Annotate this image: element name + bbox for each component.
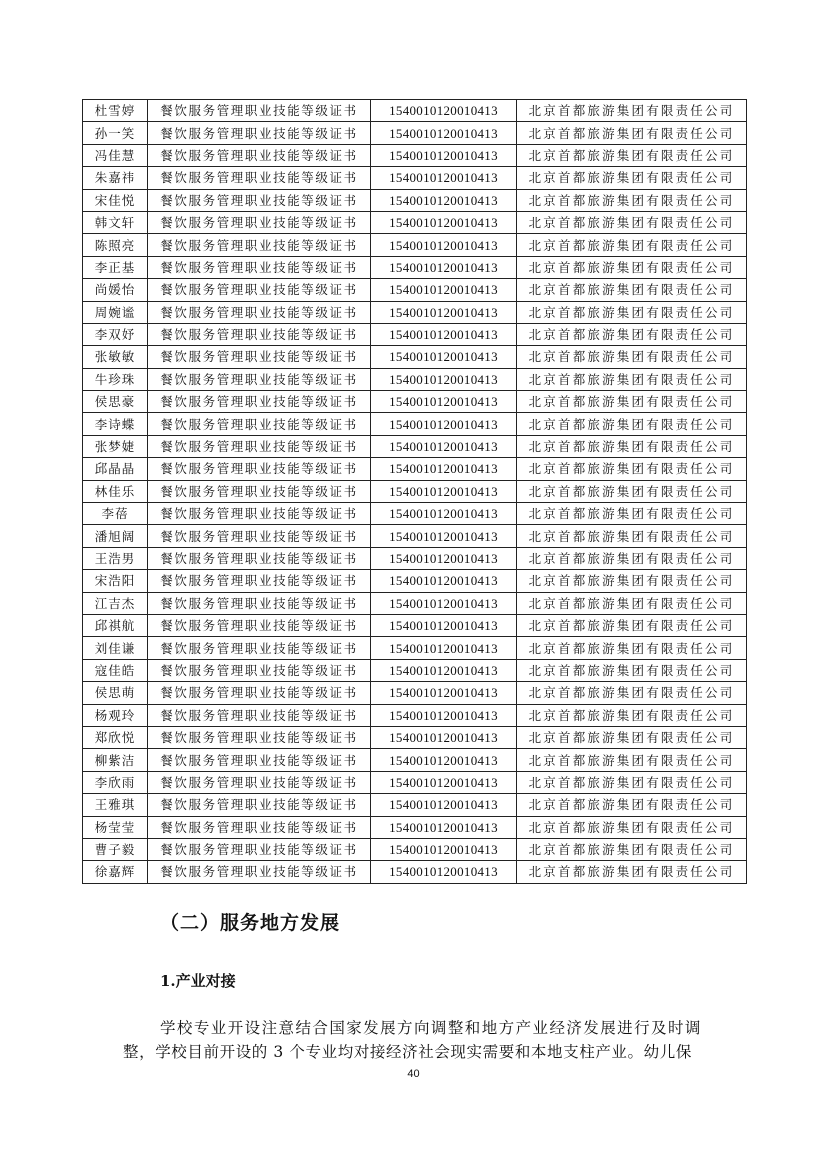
organization-cell: 北京首都旅游集团有限责任公司 bbox=[517, 614, 747, 636]
certificate-cell: 餐饮服务管理职业技能等级证书 bbox=[148, 167, 371, 189]
certificate-cell: 餐饮服务管理职业技能等级证书 bbox=[148, 816, 371, 838]
code-cell: 1540010120010413 bbox=[371, 301, 517, 323]
certificate-cell: 餐饮服务管理职业技能等级证书 bbox=[148, 234, 371, 256]
code-cell: 1540010120010413 bbox=[371, 100, 517, 122]
code-cell: 1540010120010413 bbox=[371, 726, 517, 748]
certificate-cell: 餐饮服务管理职业技能等级证书 bbox=[148, 704, 371, 726]
organization-cell: 北京首都旅游集团有限责任公司 bbox=[517, 838, 747, 860]
organization-cell: 北京首都旅游集团有限责任公司 bbox=[517, 503, 747, 525]
name-cell: 杨观玲 bbox=[83, 704, 148, 726]
name-cell: 李诗蝶 bbox=[83, 413, 148, 435]
certificate-cell: 餐饮服务管理职业技能等级证书 bbox=[148, 682, 371, 704]
code-cell: 1540010120010413 bbox=[371, 547, 517, 569]
table-row bbox=[83, 816, 747, 838]
certificate-cell: 餐饮服务管理职业技能等级证书 bbox=[148, 861, 371, 883]
code-cell: 1540010120010413 bbox=[371, 167, 517, 189]
certificate-cell: 餐饮服务管理职业技能等级证书 bbox=[148, 413, 371, 435]
code-cell: 1540010120010413 bbox=[371, 861, 517, 883]
table-row bbox=[83, 211, 747, 233]
name-cell: 牛珍珠 bbox=[83, 368, 148, 390]
code-cell: 1540010120010413 bbox=[371, 391, 517, 413]
certificate-cell: 餐饮服务管理职业技能等级证书 bbox=[148, 749, 371, 771]
name-cell: 杜雪婷 bbox=[83, 100, 148, 122]
code-cell: 1540010120010413 bbox=[371, 749, 517, 771]
name-cell: 郑欣悦 bbox=[83, 726, 148, 748]
name-cell: 寇佳皓 bbox=[83, 659, 148, 681]
certificate-cell: 餐饮服务管理职业技能等级证书 bbox=[148, 592, 371, 614]
code-cell: 1540010120010413 bbox=[371, 816, 517, 838]
code-cell: 1540010120010413 bbox=[371, 659, 517, 681]
organization-cell: 北京首都旅游集团有限责任公司 bbox=[517, 301, 747, 323]
table-row bbox=[83, 391, 747, 413]
code-cell: 1540010120010413 bbox=[371, 122, 517, 144]
certificate-cell: 餐饮服务管理职业技能等级证书 bbox=[148, 637, 371, 659]
name-cell: 王雅琪 bbox=[83, 794, 148, 816]
organization-cell: 北京首都旅游集团有限责任公司 bbox=[517, 279, 747, 301]
organization-cell: 北京首都旅游集团有限责任公司 bbox=[517, 435, 747, 457]
certificate-cell: 餐饮服务管理职业技能等级证书 bbox=[148, 189, 371, 211]
table-row bbox=[83, 301, 747, 323]
name-cell: 李蓓 bbox=[83, 503, 148, 525]
certificate-cell: 餐饮服务管理职业技能等级证书 bbox=[148, 458, 371, 480]
table-row bbox=[83, 167, 747, 189]
name-cell: 李正基 bbox=[83, 256, 148, 278]
organization-cell: 北京首都旅游集团有限责任公司 bbox=[517, 816, 747, 838]
certificate-cell: 餐饮服务管理职业技能等级证书 bbox=[148, 368, 371, 390]
organization-cell: 北京首都旅游集团有限责任公司 bbox=[517, 100, 747, 122]
table-row bbox=[83, 413, 747, 435]
name-cell: 杨莹莹 bbox=[83, 816, 148, 838]
certificate-cell: 餐饮服务管理职业技能等级证书 bbox=[148, 838, 371, 860]
organization-cell: 北京首都旅游集团有限责任公司 bbox=[517, 637, 747, 659]
name-cell: 江吉杰 bbox=[83, 592, 148, 614]
table-row bbox=[83, 525, 747, 547]
table-row bbox=[83, 637, 747, 659]
certificate-cell: 餐饮服务管理职业技能等级证书 bbox=[148, 122, 371, 144]
organization-cell: 北京首都旅游集团有限责任公司 bbox=[517, 794, 747, 816]
name-cell: 冯佳慧 bbox=[83, 144, 148, 166]
name-cell: 李欣雨 bbox=[83, 771, 148, 793]
table-row bbox=[83, 726, 747, 748]
organization-cell: 北京首都旅游集团有限责任公司 bbox=[517, 480, 747, 502]
organization-cell: 北京首都旅游集团有限责任公司 bbox=[517, 256, 747, 278]
certificate-table-body bbox=[83, 100, 747, 884]
certificate-cell: 餐饮服务管理职业技能等级证书 bbox=[148, 659, 371, 681]
section-heading: （二）服务地方发展 bbox=[160, 912, 341, 934]
code-cell: 1540010120010413 bbox=[371, 592, 517, 614]
organization-cell: 北京首都旅游集团有限责任公司 bbox=[517, 413, 747, 435]
name-cell: 柳紫洁 bbox=[83, 749, 148, 771]
code-cell: 1540010120010413 bbox=[371, 323, 517, 345]
name-cell: 宋浩阳 bbox=[83, 570, 148, 592]
table-row bbox=[83, 592, 747, 614]
subsection-heading: 1.产业对接 bbox=[160, 972, 236, 990]
name-cell: 潘旭阔 bbox=[83, 525, 148, 547]
table-row bbox=[83, 100, 747, 122]
table-row bbox=[83, 771, 747, 793]
organization-cell: 北京首都旅游集团有限责任公司 bbox=[517, 458, 747, 480]
organization-cell: 北京首都旅游集团有限责任公司 bbox=[517, 726, 747, 748]
organization-cell: 北京首都旅游集团有限责任公司 bbox=[517, 682, 747, 704]
certificate-cell: 餐饮服务管理职业技能等级证书 bbox=[148, 726, 371, 748]
table-row bbox=[83, 480, 747, 502]
table-row bbox=[83, 659, 747, 681]
certificate-cell: 餐饮服务管理职业技能等级证书 bbox=[148, 480, 371, 502]
name-cell: 周婉谧 bbox=[83, 301, 148, 323]
name-cell: 李双妤 bbox=[83, 323, 148, 345]
code-cell: 1540010120010413 bbox=[371, 256, 517, 278]
code-cell: 1540010120010413 bbox=[371, 413, 517, 435]
name-cell: 陈照亮 bbox=[83, 234, 148, 256]
table-row bbox=[83, 547, 747, 569]
certificate-cell: 餐饮服务管理职业技能等级证书 bbox=[148, 435, 371, 457]
table-row bbox=[83, 368, 747, 390]
code-cell: 1540010120010413 bbox=[371, 458, 517, 480]
code-cell: 1540010120010413 bbox=[371, 525, 517, 547]
code-cell: 1540010120010413 bbox=[371, 279, 517, 301]
code-cell: 1540010120010413 bbox=[371, 144, 517, 166]
table-row bbox=[83, 189, 747, 211]
name-cell: 张敏敏 bbox=[83, 346, 148, 368]
name-cell: 宋佳悦 bbox=[83, 189, 148, 211]
code-cell: 1540010120010413 bbox=[371, 704, 517, 726]
certificate-cell: 餐饮服务管理职业技能等级证书 bbox=[148, 503, 371, 525]
certificate-cell: 餐饮服务管理职业技能等级证书 bbox=[148, 256, 371, 278]
name-cell: 曹子毅 bbox=[83, 838, 148, 860]
table-row bbox=[83, 435, 747, 457]
table-row bbox=[83, 794, 747, 816]
code-cell: 1540010120010413 bbox=[371, 234, 517, 256]
organization-cell: 北京首都旅游集团有限责任公司 bbox=[517, 547, 747, 569]
table-row bbox=[83, 503, 747, 525]
name-cell: 邱晶晶 bbox=[83, 458, 148, 480]
page-number: 40 bbox=[407, 1068, 420, 1080]
name-cell: 王浩男 bbox=[83, 547, 148, 569]
table-row bbox=[83, 323, 747, 345]
organization-cell: 北京首都旅游集团有限责任公司 bbox=[517, 570, 747, 592]
organization-cell: 北京首都旅游集团有限责任公司 bbox=[517, 144, 747, 166]
table-row bbox=[83, 256, 747, 278]
table-row bbox=[83, 144, 747, 166]
name-cell: 刘佳谦 bbox=[83, 637, 148, 659]
certificate-cell: 餐饮服务管理职业技能等级证书 bbox=[148, 279, 371, 301]
name-cell: 侯思萌 bbox=[83, 682, 148, 704]
body-paragraph: 学校专业开设注意结合国家发展方向调整和地方产业经济发展进行及时调整，学校目前开设的 3 个专业均对接经济社会现实需要和本地支柱产业。幼儿保 bbox=[123, 1019, 701, 1061]
certificate-cell: 餐饮服务管理职业技能等级证书 bbox=[148, 794, 371, 816]
code-cell: 1540010120010413 bbox=[371, 503, 517, 525]
certificate-cell: 餐饮服务管理职业技能等级证书 bbox=[148, 100, 371, 122]
code-cell: 1540010120010413 bbox=[371, 368, 517, 390]
code-cell: 1540010120010413 bbox=[371, 794, 517, 816]
name-cell: 张梦婕 bbox=[83, 435, 148, 457]
table-row bbox=[83, 458, 747, 480]
certificate-cell: 餐饮服务管理职业技能等级证书 bbox=[148, 525, 371, 547]
certificate-cell: 餐饮服务管理职业技能等级证书 bbox=[148, 570, 371, 592]
organization-cell: 北京首都旅游集团有限责任公司 bbox=[517, 861, 747, 883]
organization-cell: 北京首都旅游集团有限责任公司 bbox=[517, 771, 747, 793]
certificate-cell: 餐饮服务管理职业技能等级证书 bbox=[148, 211, 371, 233]
organization-cell: 北京首都旅游集团有限责任公司 bbox=[517, 704, 747, 726]
code-cell: 1540010120010413 bbox=[371, 480, 517, 502]
certificate-table bbox=[82, 99, 747, 884]
code-cell: 1540010120010413 bbox=[371, 346, 517, 368]
certificate-cell: 餐饮服务管理职业技能等级证书 bbox=[148, 547, 371, 569]
table-row bbox=[83, 861, 747, 883]
certificate-cell: 餐饮服务管理职业技能等级证书 bbox=[148, 771, 371, 793]
organization-cell: 北京首都旅游集团有限责任公司 bbox=[517, 167, 747, 189]
table-row bbox=[83, 704, 747, 726]
organization-cell: 北京首都旅游集团有限责任公司 bbox=[517, 189, 747, 211]
organization-cell: 北京首都旅游集团有限责任公司 bbox=[517, 391, 747, 413]
code-cell: 1540010120010413 bbox=[371, 637, 517, 659]
code-cell: 1540010120010413 bbox=[371, 614, 517, 636]
name-cell: 徐嘉辉 bbox=[83, 861, 148, 883]
organization-cell: 北京首都旅游集团有限责任公司 bbox=[517, 122, 747, 144]
name-cell: 侯思豪 bbox=[83, 391, 148, 413]
code-cell: 1540010120010413 bbox=[371, 211, 517, 233]
certificate-cell: 餐饮服务管理职业技能等级证书 bbox=[148, 614, 371, 636]
certificate-cell: 餐饮服务管理职业技能等级证书 bbox=[148, 144, 371, 166]
organization-cell: 北京首都旅游集团有限责任公司 bbox=[517, 211, 747, 233]
name-cell: 邱祺航 bbox=[83, 614, 148, 636]
certificate-cell: 餐饮服务管理职业技能等级证书 bbox=[148, 323, 371, 345]
name-cell: 林佳乐 bbox=[83, 480, 148, 502]
organization-cell: 北京首都旅游集团有限责任公司 bbox=[517, 346, 747, 368]
table-row bbox=[83, 682, 747, 704]
table-row bbox=[83, 838, 747, 860]
table-row bbox=[83, 614, 747, 636]
organization-cell: 北京首都旅游集团有限责任公司 bbox=[517, 368, 747, 390]
organization-cell: 北京首都旅游集团有限责任公司 bbox=[517, 749, 747, 771]
table-row bbox=[83, 346, 747, 368]
organization-cell: 北京首都旅游集团有限责任公司 bbox=[517, 323, 747, 345]
name-cell: 韩文轩 bbox=[83, 211, 148, 233]
table-row bbox=[83, 122, 747, 144]
code-cell: 1540010120010413 bbox=[371, 570, 517, 592]
organization-cell: 北京首都旅游集团有限责任公司 bbox=[517, 592, 747, 614]
table-row bbox=[83, 234, 747, 256]
code-cell: 1540010120010413 bbox=[371, 682, 517, 704]
code-cell: 1540010120010413 bbox=[371, 838, 517, 860]
name-cell: 孙一笑 bbox=[83, 122, 148, 144]
organization-cell: 北京首都旅游集团有限责任公司 bbox=[517, 659, 747, 681]
name-cell: 尚媛怡 bbox=[83, 279, 148, 301]
organization-cell: 北京首都旅游集团有限责任公司 bbox=[517, 525, 747, 547]
name-cell: 朱嘉祎 bbox=[83, 167, 148, 189]
table-row bbox=[83, 749, 747, 771]
code-cell: 1540010120010413 bbox=[371, 435, 517, 457]
code-cell: 1540010120010413 bbox=[371, 189, 517, 211]
organization-cell: 北京首都旅游集团有限责任公司 bbox=[517, 234, 747, 256]
table-row bbox=[83, 279, 747, 301]
certificate-cell: 餐饮服务管理职业技能等级证书 bbox=[148, 346, 371, 368]
table-row bbox=[83, 570, 747, 592]
code-cell: 1540010120010413 bbox=[371, 771, 517, 793]
certificate-cell: 餐饮服务管理职业技能等级证书 bbox=[148, 301, 371, 323]
certificate-cell: 餐饮服务管理职业技能等级证书 bbox=[148, 391, 371, 413]
